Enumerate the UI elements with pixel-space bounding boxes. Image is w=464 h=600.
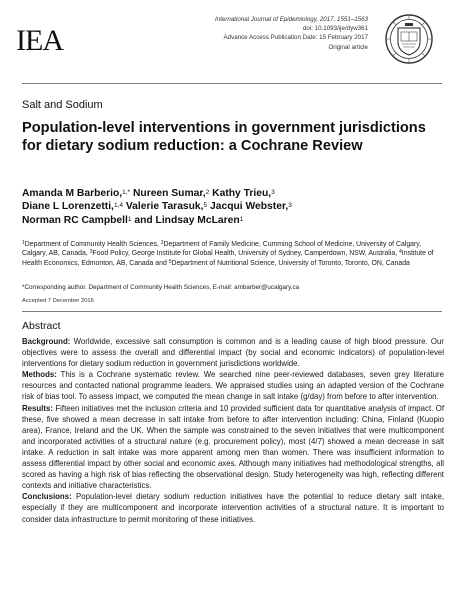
header-divider <box>22 83 442 84</box>
abstract-body <box>22 336 444 525</box>
article-title: Population-level interventions in government jurisdictions for dietary sodium reduction: a Cochrane Review <box>22 120 426 154</box>
author: Jacqui Webster,$^3$ <box>210 201 292 213</box>
logo-text: IEA <box>16 24 63 57</box>
author: Norman RC Campbell$^1$ <box>22 214 132 226</box>
article-type: Original article <box>328 43 368 51</box>
author-list <box>22 187 432 227</box>
journal-logo <box>16 22 92 60</box>
advance-access-date: Advance Access Publication Date: 15 February 2017 <box>223 34 368 42</box>
author: and Lindsay McLaren$^1$ <box>134 214 244 226</box>
abstract-conclusions: Conclusions: Population-level dietary sodium reduction initiatives have the potential to reduce dietary salt intake, especially if they are multicomponent and incorporate intervention activities of a structural nature. It is important to consider data infrastructure to permit monitoring of these initiatives. <box>22 492 444 524</box>
author: Diane L Lorenzetti,$^{1,4}$ <box>22 201 123 213</box>
abstract-results: Results: Fifteen initiatives met the inclusion criteria and 10 provided sufficient data for quantitative analysis of impact. Of these, five showed a mean decrease in salt intake from before to after intervention including: China, Finland (Kuopio area), France, Ireland and the UK. When the sample was constrained to the seven initiatives that were multicomponent and incorporated activities of a structural nature (e.g. procurement policy), most (4/7) showed a mean decrease in salt intake. A reduction in salt intake was more apparent among men than women. There was insufficient information to assess differential impact by other social and economic axes. Although many initiatives had methodological strengths, all scored as having a high risk of bias reflecting the observational design. Study heterogeneity was high, reflecting different contexts and initiative characteristics. <box>22 403 444 491</box>
abstract-heading: Abstract <box>22 320 61 332</box>
abstract-methods: Methods: This is a Cochrane systematic review. We searched nine peer-reviewed databases, seven grey literature resources and contacted national programme leaders. We appraised studies using an adapted version of the Cochrane risk of bias tool. To assess impact, we computed the mean change in salt intake (g/day) from before to after intervention. <box>22 370 444 402</box>
journal-seal-icon <box>384 13 434 65</box>
accepted-date: Accepted 7 December 2016 <box>22 298 94 304</box>
journal-meta <box>215 15 368 52</box>
abstract-background: Background: Worldwide, excessive salt consumption is common and is a leading cause of high blood pressure. Our objectives were to assess the overall and differential impact (by social and economic indicators) of population-level interventions for dietary sodium reduction in government jurisdictions worldwide. <box>22 337 444 369</box>
author: Valerie Tarasuk,$^5$ <box>125 201 208 213</box>
doi: doi: 10.1093/ije/dyw361 <box>302 25 368 33</box>
section-label: Salt and Sodium <box>22 99 103 111</box>
author: Kathy Trieu,$^3$ <box>212 188 275 199</box>
affiliations: $^1$Department of Community Health Sciences, $^2$Department of Family Medicine, Cumming School of Medicine, University of Calgary, Calgary, AB, Canada, $^3$Food Policy, George Institute for Global Health, University of Sydney, Camperdown, NSW, Australia, $^4$Institute of Health Economics, Edmonton, AB, Canada and $^5$Department of Nutritional Science, University of Toronto, Toronto, ON, Canada <box>22 240 434 267</box>
abstract-divider <box>22 311 442 312</box>
author: Amanda M Barberio,$^{1,*}$ <box>22 188 131 199</box>
corresponding-author: *Corresponding author. Department of Community Health Sciences, E-mail: ambarber@ucalgary.ca <box>22 284 300 291</box>
author: Nureen Sumar,$^2$ <box>132 188 210 199</box>
journal-citation: International Journal of Epidemiology, 2017, 1551–1563 <box>215 16 368 23</box>
